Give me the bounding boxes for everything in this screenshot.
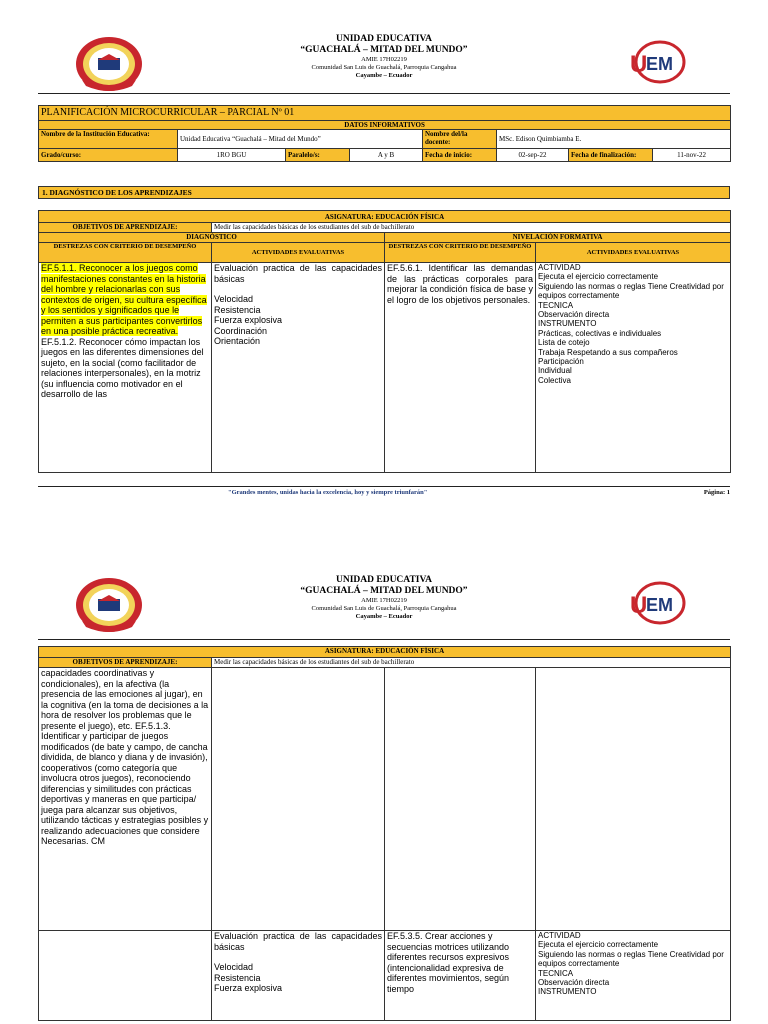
activity-line: Evaluación practica de las capacidades básicas (214, 263, 382, 284)
destrezas-cell-1 (39, 263, 212, 473)
paralelo-label: Paralelo/s: (286, 149, 350, 162)
diagnostico-header: DIAGNÓSTICO (39, 233, 385, 243)
page-2 (0, 575, 768, 1024)
eval-line: TECNICA (538, 968, 574, 978)
fin-value: 11-nov-22 (653, 149, 731, 162)
activity-line: Velocidad (214, 294, 254, 304)
activity-line: Velocidad (214, 962, 254, 972)
institution-type: UNIDAD EDUCATIVA (336, 575, 432, 585)
diagnostico-table-continued (38, 646, 731, 1021)
city: Cayambe – Ecuador (355, 72, 413, 79)
page-1 (0, 0, 768, 500)
activity-line: Resistencia (214, 304, 261, 315)
col-destrezas-2: DESTREZAS CON CRITERIO DE DESEMPEÑO (385, 243, 536, 263)
eval-line: Siguiendo las normas o reglas Tiene Creatividad por equipos correctamente (538, 281, 724, 301)
fin-label: Fecha de finalización: (569, 149, 653, 162)
svg-text:EM: EM (646, 595, 673, 615)
col-destrezas-1: DESTREZAS CON CRITERIO DE DESEMPEÑO (39, 243, 212, 263)
activity-line (214, 952, 382, 962)
eval-line: ACTIVIDAD (538, 263, 581, 272)
section-heading: 1. DIAGNÓSTICO DE LOS APRENDIZAJES (38, 186, 730, 199)
grado-value: 1RO BGU (178, 149, 286, 162)
page-number: Página: 1 (703, 489, 730, 496)
eval-line: Participación (538, 357, 584, 367)
eval-line: Observación directa (538, 978, 610, 988)
institution-type: UNIDAD EDUCATIVA (336, 34, 432, 44)
actividades-cell-3 (212, 931, 385, 1021)
empty-cell (536, 668, 731, 931)
header-divider (38, 639, 730, 640)
eval-line: Ejecuta el ejercicio correctamente (538, 940, 659, 950)
inst-value: Unidad Educativa “Guachalá – Mitad del Mundo” (178, 130, 423, 149)
activity-line: Fuerza explosiva (214, 315, 283, 325)
eval-line: Siguiendo las normas o reglas Tiene Creatividad por equipos correctamente (538, 949, 724, 969)
eval-line: ACTIVIDAD (538, 931, 581, 940)
datos-table (38, 105, 731, 162)
docente-value: MSc. Edison Quimbiamba E. (497, 130, 731, 149)
svg-text:U: U (630, 51, 648, 78)
nivelacion-header: NIVELACIÓN FORMATIVA (385, 233, 731, 243)
address: Comunidad San Luis de Guachalá, Parroquia Cangahua (311, 605, 457, 612)
grado-label: Grado/curso: (39, 149, 178, 162)
inicio-value: 02-sep-22 (497, 149, 569, 162)
svg-text:EM: EM (646, 54, 673, 74)
activity-line (214, 284, 382, 294)
eval-line: Observación directa (538, 310, 610, 320)
destrezas-cell-3: EF.5.3.5. Crear acciones y secuencias motrices utilizando diferentes recursos expresivos (intencionalidad expresiva de diferentes movimientos, según tiempo (385, 931, 536, 1021)
header-text (230, 34, 538, 80)
institution-name: “GUACHALÁ – MITAD DEL MUNDO” (300, 586, 468, 596)
header-text (230, 575, 538, 621)
destreza-text: EF.5.1.2. Reconocer cómo impactan los juegos en las diferentes dimensiones del sujeto, en la social (como facilitador de relaciones interpersonales), en la motriz (su influencia como motivador en el desarrollo de las (41, 336, 204, 399)
eval-line: INSTRUMENTO (538, 319, 597, 329)
eval-line: INSTRUMENTO (538, 987, 597, 997)
eval-line: Colectiva (538, 375, 571, 385)
docente-label: Nombre del/la docente: (423, 130, 497, 149)
uegm-logo (624, 579, 688, 629)
actividades-cell-4 (536, 931, 731, 1021)
asignatura-title: ASIGNATURA: EDUCACIÓN FÍSICA (39, 211, 731, 223)
activity-line: Evaluación practica de las capacidades básicas (214, 931, 382, 952)
highlighted-destreza: EF.5.1.1. Reconocer a los juegos como manifestaciones constantes en la historia del hombre y relacionarlas con sus contextos de origen, su cultura específica y los sentidos y significados que le permiten a sus participantes convertirlos en una posible práctica recreativa. (41, 263, 207, 336)
eval-line: Lista de cotejo (538, 338, 590, 348)
empty-cell (385, 668, 536, 931)
svg-text:U: U (630, 592, 648, 619)
eval-line: TECNICA (538, 300, 574, 310)
activity-line: Coordinación (214, 325, 268, 336)
paralelo-value: A y B (350, 149, 423, 162)
objetivos-label: OBJETIVOS DE APRENDIZAJE: (39, 658, 212, 668)
eval-line: Prácticas, colectivas e individuales (538, 328, 662, 338)
footer-divider (38, 486, 730, 487)
col-actividades-1: ACTIVIDADES EVALUATIVAS (212, 243, 385, 263)
institution-name: “GUACHALÁ – MITAD DEL MUNDO” (300, 45, 468, 55)
amie-code: AMIE 17H02219 (361, 56, 407, 63)
amie-code: AMIE 17H02219 (361, 597, 407, 604)
empty-cell (212, 668, 385, 931)
header-divider (38, 93, 730, 94)
address: Comunidad San Luis de Guachalá, Parroquia Cangahua (311, 64, 457, 71)
city: Cayambe – Ecuador (355, 613, 413, 620)
actividades-cell-2 (536, 263, 731, 473)
destrezas-cell-2: EF.5.6.1. Identificar las demandas de las prácticas corporales para mejorar la condición física de base y el logro de los objetivos personales. (385, 263, 536, 473)
activity-line: Fuerza explosiva (214, 983, 283, 993)
eval-line: Individual (538, 366, 572, 376)
objetivos-label: OBJETIVOS DE APRENDIZAJE: (39, 223, 212, 233)
asignatura-title: ASIGNATURA: EDUCACIÓN FÍSICA (39, 647, 731, 658)
activity-line: Orientación (214, 336, 261, 346)
col-actividades-2: ACTIVIDADES EVALUATIVAS (536, 243, 731, 263)
eval-line: Trabaja Respetando a sus compañeros (538, 347, 678, 357)
actividades-cell-1 (212, 263, 385, 473)
eval-line: Ejecuta el ejercicio correctamente (538, 272, 659, 282)
empty-cell (39, 931, 212, 1021)
destrezas-cell-continued: capacidades coordinativas y condicionales), en la afectiva (la presencia de las emociones al jugar), en la cognitiva (en la toma de decisiones a la hora de resolver los problemas que le presente el juego), etc. EF.5.1.3. Identificar y participar de juegos modificados (de bate y campo, de cancha dividida, de blanco y diana y de invasión), cooperativos (como categoría que involucra otros juegos), reconociendo diferencias y similitudes con prácticas deportivas y maneras en que participa/ juega para alcanzar sus objetivos, utilizando tácticas y estrategias posibles y realizando adecuaciones que considere Necesarias. CM (39, 668, 212, 931)
diagnostico-table (38, 210, 731, 473)
school-seal-logo (74, 34, 144, 92)
inst-label: Nombre de la Institución Educativa: (39, 130, 178, 149)
footer-quote: "Grandes mentes, unidas hacia la excelencia, hoy y siempre triunfarán" (228, 489, 428, 496)
uegm-logo (624, 38, 688, 88)
plan-title: PLANIFICACIÓN MICROCURRICULAR – PARCIAL Nº 01 (39, 106, 731, 121)
inicio-label: Fecha de inicio: (423, 149, 497, 162)
objetivos-value: Medir las capacidades básicas de los estudiantes del sub de bachillerato (212, 658, 731, 668)
school-seal-logo (74, 575, 144, 633)
datos-title: DATOS INFORMATIVOS (39, 121, 731, 130)
objetivos-value: Medir las capacidades básicas de los estudiantes del sub de bachillerato (212, 223, 731, 233)
activity-line: Resistencia (214, 972, 261, 983)
